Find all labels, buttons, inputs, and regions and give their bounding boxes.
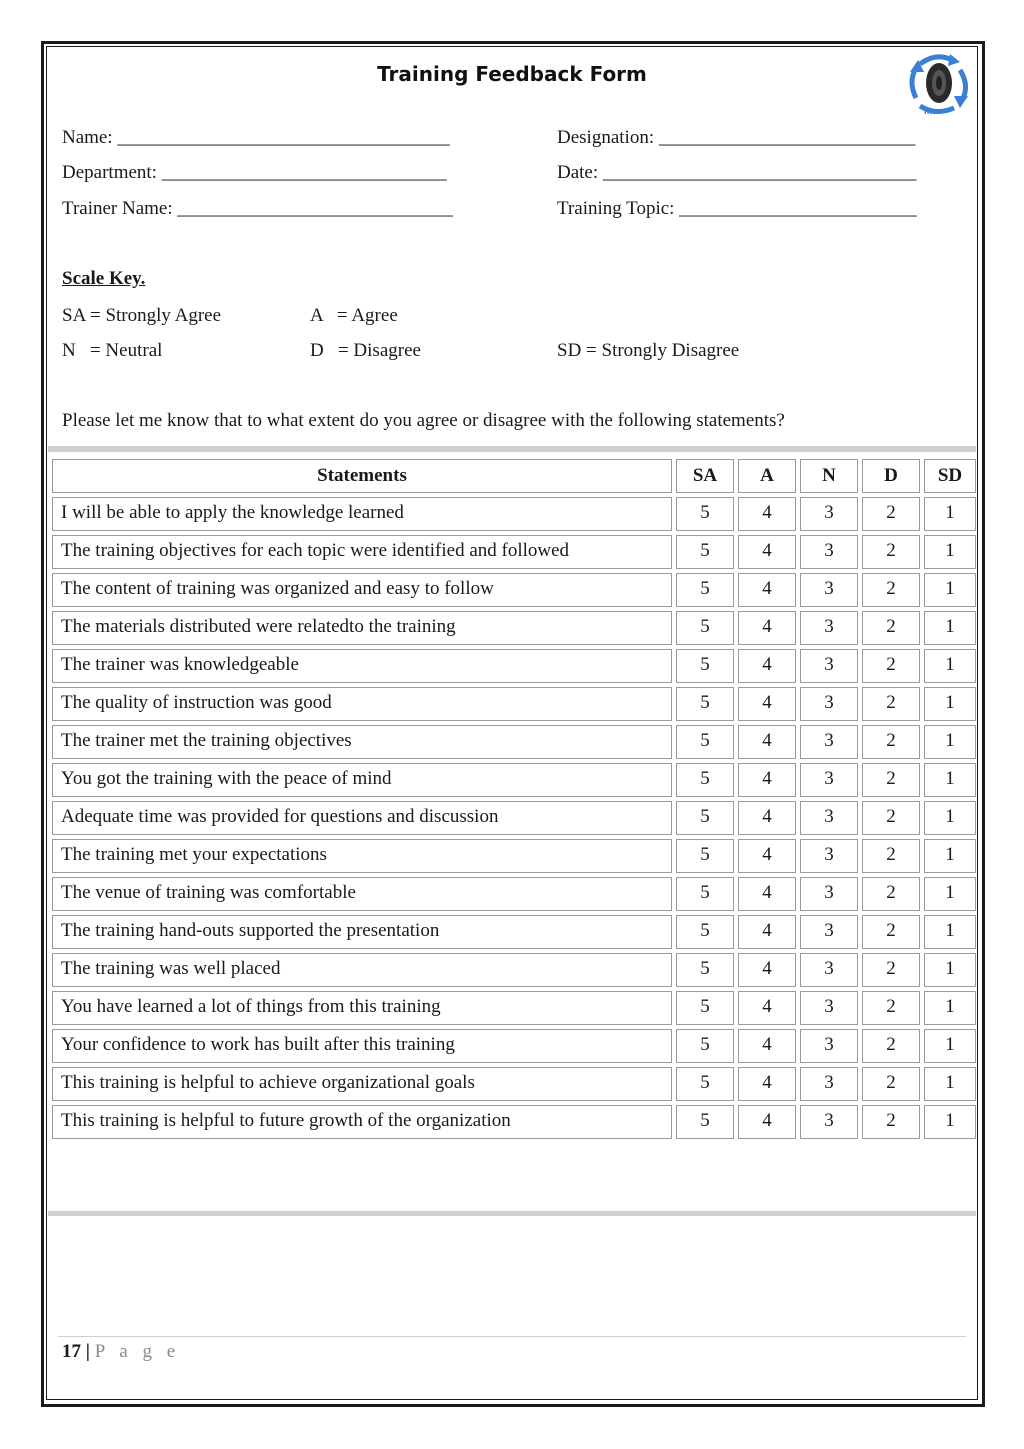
rating-cell-n[interactable]: 3 xyxy=(800,1029,858,1063)
rating-cell-sd[interactable]: 1 xyxy=(924,573,976,607)
statement-cell: The training met your expectations xyxy=(52,839,672,873)
rating-cell-n[interactable]: 3 xyxy=(800,877,858,911)
rating-cell-sd[interactable]: 1 xyxy=(924,953,976,987)
scale-key-title: Scale Key. xyxy=(62,268,146,289)
statement-cell: This training is helpful to future growth of the organization xyxy=(52,1105,672,1139)
rating-cell-d[interactable]: 2 xyxy=(862,877,920,911)
rating-cell-d[interactable]: 2 xyxy=(862,839,920,873)
table-row xyxy=(52,801,976,835)
table-row xyxy=(52,725,976,759)
table-row xyxy=(52,763,976,797)
table-row xyxy=(52,1105,976,1139)
designation-field[interactable]: Designation: ___________________________ xyxy=(557,127,916,148)
statement-cell: The venue of training was comfortable xyxy=(52,877,672,911)
table-row xyxy=(52,839,976,873)
rating-cell-sa[interactable]: 5 xyxy=(676,573,734,607)
rating-cell-a[interactable]: 4 xyxy=(738,953,796,987)
statement-cell: The materials distributed were relatedto the training xyxy=(52,611,672,645)
rating-cell-d[interactable]: 2 xyxy=(862,497,920,531)
rating-cell-a[interactable]: 4 xyxy=(738,573,796,607)
rating-cell-d[interactable]: 2 xyxy=(862,801,920,835)
rating-cell-sd[interactable]: 1 xyxy=(924,915,976,949)
table-top-band xyxy=(48,446,976,452)
rating-cell-sd[interactable]: 1 xyxy=(924,801,976,835)
rating-cell-a[interactable]: 4 xyxy=(738,649,796,683)
rating-cell-sa[interactable]: 5 xyxy=(676,763,734,797)
table-row xyxy=(52,573,976,607)
rating-cell-n[interactable]: 3 xyxy=(800,611,858,645)
scale-sd: SD = Strongly Disagree xyxy=(557,340,740,361)
header-n: N xyxy=(800,459,858,493)
rating-cell-n[interactable]: 3 xyxy=(800,1067,858,1101)
header-sa: SA xyxy=(676,459,734,493)
rating-cell-sd[interactable]: 1 xyxy=(924,687,976,721)
trainer-name-field[interactable]: Trainer Name: _____________________________ xyxy=(62,198,453,219)
rating-cell-sd[interactable]: 1 xyxy=(924,1029,976,1063)
form-title: Training Feedback Form xyxy=(377,62,647,86)
table-row xyxy=(52,687,976,721)
rating-cell-sd[interactable]: 1 xyxy=(924,725,976,759)
scale-a: A = Agree xyxy=(310,305,398,326)
rating-cell-sd[interactable]: 1 xyxy=(924,535,976,569)
statement-cell: You got the training with the peace of mind xyxy=(52,763,672,797)
rating-cell-d[interactable]: 2 xyxy=(862,1105,920,1139)
rating-cell-d[interactable]: 2 xyxy=(862,915,920,949)
table-row xyxy=(52,915,976,949)
rating-cell-sd[interactable]: 1 xyxy=(924,1067,976,1101)
rating-cell-a[interactable]: 4 xyxy=(738,991,796,1025)
table-bottom-band xyxy=(48,1211,976,1216)
statement-cell: Your confidence to work has built after this training xyxy=(52,1029,672,1063)
rating-cell-sd[interactable]: 1 xyxy=(924,1105,976,1139)
rating-cell-n[interactable]: 3 xyxy=(800,801,858,835)
rating-cell-n[interactable]: 3 xyxy=(800,649,858,683)
rating-cell-sd[interactable]: 1 xyxy=(924,611,976,645)
rating-cell-n[interactable]: 3 xyxy=(800,687,858,721)
rating-cell-sa[interactable]: 5 xyxy=(676,497,734,531)
rating-cell-n[interactable]: 3 xyxy=(800,763,858,797)
rating-cell-d[interactable]: 2 xyxy=(862,1029,920,1063)
rating-cell-sd[interactable]: 1 xyxy=(924,877,976,911)
rating-cell-sa[interactable]: 5 xyxy=(676,839,734,873)
rating-cell-sd[interactable]: 1 xyxy=(924,839,976,873)
rating-cell-a[interactable]: 4 xyxy=(738,915,796,949)
rating-cell-a[interactable]: 4 xyxy=(738,611,796,645)
rating-cell-a[interactable]: 4 xyxy=(738,535,796,569)
rating-cell-n[interactable]: 3 xyxy=(800,991,858,1025)
rating-cell-d[interactable]: 2 xyxy=(862,573,920,607)
rating-cell-n[interactable]: 3 xyxy=(800,915,858,949)
statement-cell: The training objectives for each topic were identified and followed xyxy=(52,535,672,569)
rating-cell-sa[interactable]: 5 xyxy=(676,1105,734,1139)
footer-divider xyxy=(58,1336,966,1337)
statement-cell: The content of training was organized and easy to follow xyxy=(52,573,672,607)
page-number: 17 xyxy=(62,1341,81,1362)
rating-cell-d[interactable]: 2 xyxy=(862,611,920,645)
statement-cell: The training hand-outs supported the presentation xyxy=(52,915,672,949)
rating-cell-sa[interactable]: 5 xyxy=(676,991,734,1025)
rating-cell-n[interactable]: 3 xyxy=(800,953,858,987)
header-sd: SD xyxy=(924,459,976,493)
header-d: D xyxy=(862,459,920,493)
rating-cell-sa[interactable]: 5 xyxy=(676,877,734,911)
rating-cell-a[interactable]: 4 xyxy=(738,1029,796,1063)
rating-cell-sa[interactable]: 5 xyxy=(676,1067,734,1101)
rating-cell-sa[interactable]: 5 xyxy=(676,535,734,569)
rating-cell-sa[interactable]: 5 xyxy=(676,915,734,949)
rating-cell-sd[interactable]: 1 xyxy=(924,991,976,1025)
statement-cell: I will be able to apply the knowledge learned xyxy=(52,497,672,531)
rating-cell-d[interactable]: 2 xyxy=(862,763,920,797)
rating-cell-sd[interactable]: 1 xyxy=(924,649,976,683)
table-body xyxy=(52,497,976,1139)
rating-cell-a[interactable]: 4 xyxy=(738,763,796,797)
header-statements: Statements xyxy=(52,459,672,493)
instructions-text: Please let me know that to what extent do you agree or disagree with the following statements? xyxy=(62,410,785,431)
table-row xyxy=(52,1029,976,1063)
rating-cell-d[interactable]: 2 xyxy=(862,991,920,1025)
rating-cell-n[interactable]: 3 xyxy=(800,497,858,531)
page-word: P a g e xyxy=(94,1341,181,1362)
rating-cell-a[interactable]: 4 xyxy=(738,1067,796,1101)
rating-cell-sa[interactable]: 5 xyxy=(676,687,734,721)
statement-cell: The quality of instruction was good xyxy=(52,687,672,721)
rating-cell-a[interactable]: 4 xyxy=(738,497,796,531)
table-row xyxy=(52,497,976,531)
header-a: A xyxy=(738,459,796,493)
statement-cell: Adequate time was provided for questions and discussion xyxy=(52,801,672,835)
tyre-recycle-logo-icon xyxy=(906,50,972,120)
rating-cell-sa[interactable]: 5 xyxy=(676,611,734,645)
rating-cell-d[interactable]: 2 xyxy=(862,535,920,569)
rating-cell-d[interactable]: 2 xyxy=(862,1067,920,1101)
rating-cell-n[interactable]: 3 xyxy=(800,535,858,569)
page-separator: | xyxy=(85,1341,90,1362)
table-row xyxy=(52,649,976,683)
rating-cell-sd[interactable]: 1 xyxy=(924,763,976,797)
rating-table xyxy=(48,455,980,1143)
rating-cell-n[interactable]: 3 xyxy=(800,573,858,607)
rating-cell-sa[interactable]: 5 xyxy=(676,725,734,759)
rating-cell-a[interactable]: 4 xyxy=(738,687,796,721)
rating-cell-a[interactable]: 4 xyxy=(738,725,796,759)
statement-cell: You have learned a lot of things from this training xyxy=(52,991,672,1025)
logo-text: R.D. xyxy=(924,108,941,116)
rating-cell-d[interactable]: 2 xyxy=(862,953,920,987)
table-row xyxy=(52,535,976,569)
rating-cell-sa[interactable]: 5 xyxy=(676,1029,734,1063)
rating-cell-a[interactable]: 4 xyxy=(738,877,796,911)
table-header-row xyxy=(52,459,976,493)
rating-cell-sa[interactable]: 5 xyxy=(676,649,734,683)
table-row xyxy=(52,877,976,911)
table-row xyxy=(52,953,976,987)
rating-cell-sa[interactable]: 5 xyxy=(676,953,734,987)
rating-cell-n[interactable]: 3 xyxy=(800,1105,858,1139)
table-row xyxy=(52,611,976,645)
department-field[interactable]: Department: ______________________________ xyxy=(62,162,447,183)
rating-cell-d[interactable]: 2 xyxy=(862,725,920,759)
scale-sa: SA = Strongly Agree xyxy=(62,305,222,326)
training-topic-field[interactable]: Training Topic: _________________________ xyxy=(557,198,917,219)
table-row xyxy=(52,991,976,1025)
rating-cell-d[interactable]: 2 xyxy=(862,649,920,683)
scale-n: N = Neutral xyxy=(62,340,163,361)
date-field[interactable]: Date: _________________________________ xyxy=(557,162,917,183)
rating-cell-a[interactable]: 4 xyxy=(738,1105,796,1139)
rating-cell-n[interactable]: 3 xyxy=(800,725,858,759)
rating-cell-a[interactable]: 4 xyxy=(738,839,796,873)
statement-cell: This training is helpful to achieve organizational goals xyxy=(52,1067,672,1101)
rating-cell-d[interactable]: 2 xyxy=(862,687,920,721)
statement-cell: The trainer met the training objectives xyxy=(52,725,672,759)
rating-cell-a[interactable]: 4 xyxy=(738,801,796,835)
statement-cell: The trainer was knowledgeable xyxy=(52,649,672,683)
name-field[interactable]: Name: ___________________________________ xyxy=(62,127,450,148)
rating-table-container xyxy=(48,455,976,1143)
scale-d: D = Disagree xyxy=(310,340,421,361)
rating-cell-sd[interactable]: 1 xyxy=(924,497,976,531)
rating-cell-n[interactable]: 3 xyxy=(800,839,858,873)
statement-cell: The training was well placed xyxy=(52,953,672,987)
table-row xyxy=(52,1067,976,1101)
page-footer xyxy=(62,1341,180,1363)
rating-cell-sa[interactable]: 5 xyxy=(676,801,734,835)
